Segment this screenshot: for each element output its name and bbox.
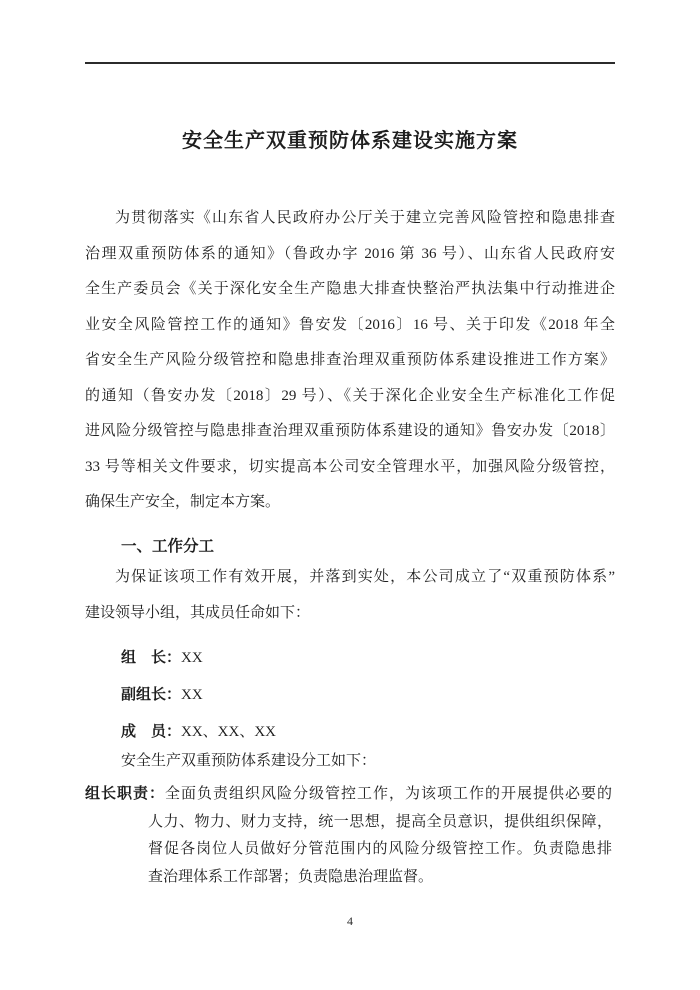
intro-line: 业安全风险管控工作的通知》鲁安发〔2016〕16 号、关于印发《2018 年全: [85, 316, 615, 333]
role-leader: [121, 640, 276, 677]
role-label: 成 员：: [121, 724, 182, 740]
page-title: 安全生产双重预防体系建设实施方案: [182, 130, 518, 152]
role-label: 副组长：: [121, 687, 182, 703]
duty-text: 全面负责组织风险分级管控工作，为该项工作的开展提供必要的: [165, 786, 612, 802]
intro-line: 进风险分级管控与隐患排查治理双重预防体系建设的通知》鲁安办发〔2018〕: [85, 423, 615, 439]
section-heading: 一、工作分工: [121, 538, 215, 555]
role-value: XX: [181, 650, 203, 666]
intro-line: 为贯彻落实《山东省人民政府办公厅关于建立完善风险管控和隐患排查: [115, 210, 615, 226]
role-members: [121, 714, 276, 751]
intro-line: 治理双重预防体系的通知》（鲁政办字 2016 第 36 号）、山东省人民政府安: [85, 245, 615, 262]
role-value: XX: [181, 687, 203, 703]
duty-line: 督促各岗位人员做好分管范围内的风险分级管控工作。负责隐患排: [148, 841, 612, 857]
intro-line: 33 号等相关文件要求，切实提高本公司安全管理水平，加强风险分级管控，: [85, 458, 615, 475]
header-rule: [85, 62, 615, 64]
lead-line: 为保证该项工作有效开展，并落到实处，本公司成立了“双重预防体系”: [115, 569, 615, 585]
role-value: XX、XX、XX: [181, 724, 277, 740]
intro-line: 确保生产安全，制定本方案。: [85, 494, 281, 510]
page-number: 4: [347, 914, 353, 928]
duty-line-first: [85, 781, 612, 809]
lead-line: 建设领导小组，其成员任命如下：: [85, 604, 311, 621]
division-intro: 安全生产双重预防体系建设分工如下：: [121, 753, 377, 769]
intro-line: 全生产委员会《关于深化安全生产隐患大排查快整治严执法集中行动推进企: [85, 281, 615, 297]
lead-paragraph: [85, 560, 615, 631]
roles-list: [121, 640, 276, 751]
intro-paragraph: [85, 201, 615, 521]
duty-line: 人力、物力、财力支持，统一思想，提高全员意识，提供组织保障，: [148, 813, 612, 830]
duty-paragraph: [85, 781, 612, 891]
intro-line: 省安全生产风险分级管控和隐患排查治理双重预防体系建设推进工作方案》: [85, 352, 615, 368]
role-label: 组 长：: [121, 650, 182, 666]
intro-line: 的通知（鲁安办发〔2018〕29 号）、《关于深化企业安全生产标准化工作促: [85, 387, 615, 404]
role-deputy-leader: [121, 677, 276, 714]
duty-label: 组长职责：: [85, 786, 165, 802]
duty-line: 查治理体系工作部署；负责隐患治理监督。: [148, 868, 434, 885]
